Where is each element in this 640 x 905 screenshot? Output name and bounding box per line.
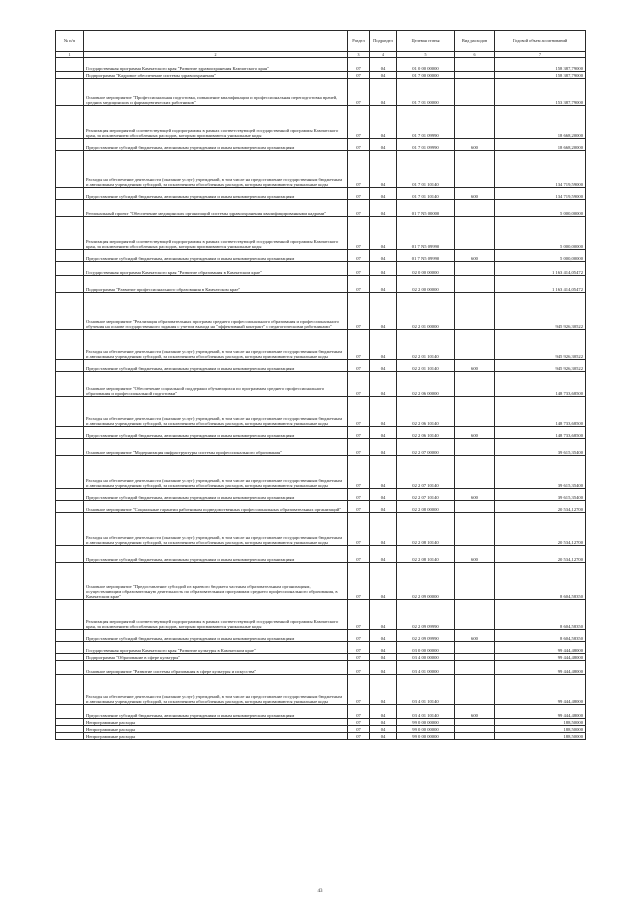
row-target-article-cell: 03 4 01 10140 <box>397 705 455 719</box>
row-target-article-cell: 01 7 00 00000 <box>397 72 455 79</box>
row-target-article-cell: 02 2 06 10140 <box>397 427 455 439</box>
row-target-article-cell: 01 7 01 10140 <box>397 151 455 188</box>
row-section-cell: 07 <box>348 563 370 600</box>
row-number-cell <box>56 726 84 733</box>
row-target-article-cell: 01 7 N5 00000 <box>397 200 455 217</box>
row-number-cell <box>56 188 84 200</box>
row-subsection-cell: 04 <box>370 427 397 439</box>
row-number-cell <box>56 719 84 726</box>
row-amount-cell: 5 000,00000 <box>495 217 586 250</box>
row-subsection-cell: 04 <box>370 733 397 740</box>
row-number-cell <box>56 705 84 719</box>
header-number: № п/п <box>56 31 84 52</box>
row-target-article-cell: 02 2 00 00000 <box>397 276 455 293</box>
row-expense-type-cell <box>455 563 495 600</box>
row-target-article-cell: 03 4 00 00000 <box>397 654 455 661</box>
row-amount-cell: 18 668,20000 <box>495 106 586 139</box>
row-amount-cell: 1 163 414,05472 <box>495 276 586 293</box>
table-row <box>56 642 586 654</box>
table-row <box>56 661 586 675</box>
row-target-article-cell: 01 7 01 09990 <box>397 106 455 139</box>
table-row <box>56 501 586 513</box>
table-row <box>56 151 586 188</box>
row-name-cell: Расходы на обеспечение деятельности (оказание услуг) учреждений, в том числе на предоставление государственным бюджетным и автономным учреждениям субсидий, за исключением обособленных расходов, которым присваиваются уникальные коды <box>84 397 348 427</box>
row-number-cell <box>56 427 84 439</box>
header-row <box>56 31 586 52</box>
row-subsection-cell: 04 <box>370 276 397 293</box>
row-expense-type-cell: 600 <box>455 546 495 563</box>
row-target-article-cell: 02 2 07 00000 <box>397 439 455 456</box>
row-name-cell: Реализация мероприятий соответствующей подпрограммы в рамках соответствующей государственной программы Камчатского края, за исключением обособленных расходов, которым присваиваются уникальные коды <box>84 106 348 139</box>
header-name <box>84 31 348 52</box>
row-subsection-cell: 04 <box>370 79 397 106</box>
row-number-cell <box>56 293 84 330</box>
row-target-article-cell: 01 7 01 10140 <box>397 188 455 200</box>
row-section-cell: 07 <box>348 360 370 372</box>
row-amount-cell: 20 534,12700 <box>495 501 586 513</box>
table-row <box>56 705 586 719</box>
row-amount-cell: 134 719,59000 <box>495 188 586 200</box>
page-number: 43 <box>317 889 323 894</box>
header-num-3: 3 <box>348 52 370 58</box>
row-subsection-cell: 04 <box>370 106 397 139</box>
row-amount-cell: 99 444,48000 <box>495 705 586 719</box>
row-number-cell <box>56 72 84 79</box>
row-subsection-cell: 04 <box>370 397 397 427</box>
row-name-cell: Основное мероприятие "Развитие системы образования в сфере культуры и искусства" <box>84 661 348 675</box>
table-row <box>56 330 586 360</box>
row-amount-cell: 148 733,68500 <box>495 397 586 427</box>
row-number-cell <box>56 262 84 276</box>
row-target-article-cell: 01 7 01 00000 <box>397 79 455 106</box>
row-expense-type-cell: 600 <box>455 188 495 200</box>
row-number-cell <box>56 360 84 372</box>
row-section-cell: 07 <box>348 200 370 217</box>
row-subsection-cell: 04 <box>370 563 397 600</box>
row-subsection-cell: 04 <box>370 139 397 151</box>
row-name-cell: Предоставление субсидий бюджетным, автономным учреждениям и иным некоммерческим организациям <box>84 546 348 563</box>
row-name-cell: Основное мероприятие "Обеспечение социальной поддержки обучающихся по программам среднего профессионального образования и профессиональной подготовки" <box>84 372 348 397</box>
row-target-article-cell: 99 0 00 00000 <box>397 726 455 733</box>
row-target-article-cell: 02 2 06 10140 <box>397 397 455 427</box>
table-row <box>56 200 586 217</box>
row-section-cell: 07 <box>348 642 370 654</box>
row-amount-cell: 99 444,48000 <box>495 661 586 675</box>
row-subsection-cell: 04 <box>370 456 397 489</box>
row-subsection-cell: 04 <box>370 372 397 397</box>
row-name-cell: Региональный проект "Обеспечение медицинских организаций системы здравоохранения квалифицированными кадрами" <box>84 200 348 217</box>
row-target-article-cell: 02 2 09 09990 <box>397 630 455 642</box>
row-expense-type-cell <box>455 262 495 276</box>
row-section-cell: 07 <box>348 106 370 139</box>
row-subsection-cell: 04 <box>370 72 397 79</box>
row-expense-type-cell <box>455 719 495 726</box>
table-row <box>56 250 586 262</box>
row-expense-type-cell <box>455 217 495 250</box>
row-section-cell: 07 <box>348 72 370 79</box>
row-expense-type-cell: 600 <box>455 360 495 372</box>
header-num-4: 4 <box>370 52 397 58</box>
row-target-article-cell: 02 2 09 09990 <box>397 600 455 630</box>
row-target-article-cell: 02 2 08 10140 <box>397 546 455 563</box>
row-name-cell: Предоставление субсидий бюджетным, автономным учреждениям и иным некоммерческим организациям <box>84 427 348 439</box>
row-expense-type-cell <box>455 661 495 675</box>
row-expense-type-cell <box>455 642 495 654</box>
row-target-article-cell: 01 7 01 09990 <box>397 139 455 151</box>
row-number-cell <box>56 151 84 188</box>
row-amount-cell: 158 387,79000 <box>495 72 586 79</box>
row-number-cell <box>56 513 84 546</box>
row-amount-cell: 8 604,58350 <box>495 600 586 630</box>
row-section-cell: 07 <box>348 151 370 188</box>
row-name-cell: Государственная программа Камчатского края "Развитие культуры в Камчатском крае" <box>84 642 348 654</box>
row-expense-type-cell <box>455 151 495 188</box>
header-target-article: Целевая статья <box>397 31 455 52</box>
row-amount-cell: 18 668,20000 <box>495 139 586 151</box>
row-target-article-cell: 02 2 07 10140 <box>397 456 455 489</box>
header-subsection: Подраздел <box>370 31 397 52</box>
table-row <box>56 397 586 427</box>
table-row <box>56 489 586 501</box>
row-section-cell: 07 <box>348 439 370 456</box>
row-amount-cell: 945 926,30522 <box>495 330 586 360</box>
row-amount-cell: 99 444,48000 <box>495 654 586 661</box>
row-name-cell: Расходы на обеспечение деятельности (оказание услуг) учреждений, в том числе на предоставление государственным бюджетным и автономным учреждениям субсидий, за исключением обособленных расходов, которым присваиваются уникальные коды <box>84 675 348 705</box>
row-subsection-cell: 04 <box>370 630 397 642</box>
row-target-article-cell: 01 0 00 00000 <box>397 58 455 72</box>
budget-sheet <box>55 30 585 740</box>
row-subsection-cell: 04 <box>370 513 397 546</box>
row-subsection-cell: 04 <box>370 188 397 200</box>
row-number-cell <box>56 733 84 740</box>
row-name-cell: Государственная программа Камчатского края "Развитие образования в Камчатском крае" <box>84 262 348 276</box>
table-row <box>56 79 586 106</box>
row-name-cell: Расходы на обеспечение деятельности (оказание услуг) учреждений, в том числе на предоставление государственным бюджетным и автономным учреждениям субсидий, за исключением обособленных расходов, которым присваиваются уникальные коды <box>84 456 348 489</box>
row-section-cell: 07 <box>348 726 370 733</box>
row-expense-type-cell <box>455 79 495 106</box>
row-section-cell: 07 <box>348 79 370 106</box>
row-subsection-cell: 04 <box>370 600 397 630</box>
row-number-cell <box>56 546 84 563</box>
row-amount-cell: 39 615,35400 <box>495 439 586 456</box>
row-expense-type-cell: 600 <box>455 139 495 151</box>
row-name-cell: Основное мероприятие "Реализация образовательных программ среднего профессионального образования и профессионального обучения на основе государственного задания с учетом выхода на "эффективный контракт" с педагогическими работниками" <box>84 293 348 330</box>
row-target-article-cell: 02 2 08 00000 <box>397 501 455 513</box>
row-name-cell: Расходы на обеспечение деятельности (оказание услуг) учреждений, в том числе на предоставление государственным бюджетным и автономным учреждениям субсидий, за исключением обособленных расходов, которым присваиваются уникальные коды <box>84 330 348 360</box>
row-name-cell: Основное мероприятие "Модернизация инфраструктуры системы профессионального образования" <box>84 439 348 456</box>
row-section-cell: 07 <box>348 217 370 250</box>
row-amount-cell: 1 163 414,05472 <box>495 262 586 276</box>
row-section-cell: 07 <box>348 600 370 630</box>
row-target-article-cell: 01 7 N5 09990 <box>397 217 455 250</box>
row-amount-cell: 8 604,58350 <box>495 630 586 642</box>
row-number-cell <box>56 489 84 501</box>
row-target-article-cell: 02 0 00 00000 <box>397 262 455 276</box>
row-expense-type-cell: 600 <box>455 427 495 439</box>
row-subsection-cell: 04 <box>370 217 397 250</box>
row-number-cell <box>56 563 84 600</box>
row-expense-type-cell <box>455 276 495 293</box>
row-section-cell: 07 <box>348 733 370 740</box>
row-section-cell: 07 <box>348 501 370 513</box>
row-subsection-cell: 04 <box>370 642 397 654</box>
row-amount-cell: 148 733,68500 <box>495 427 586 439</box>
row-target-article-cell: 03 4 01 10140 <box>397 675 455 705</box>
row-target-article-cell: 99 0 00 00000 <box>397 719 455 726</box>
row-number-cell <box>56 200 84 217</box>
row-subsection-cell: 04 <box>370 654 397 661</box>
row-section-cell: 07 <box>348 661 370 675</box>
row-name-cell: Подпрограмма "Кадровое обеспечение системы здравоохранения" <box>84 72 348 79</box>
row-amount-cell: 148 733,68500 <box>495 372 586 397</box>
row-name-cell: Предоставление субсидий бюджетным, автономным учреждениям и иным некоммерческим организациям <box>84 188 348 200</box>
header-num-7: 7 <box>495 52 586 58</box>
row-name-cell: Предоставление субсидий бюджетным, автономным учреждениям и иным некоммерческим организациям <box>84 139 348 151</box>
row-amount-cell: 5 000,00000 <box>495 250 586 262</box>
row-number-cell <box>56 106 84 139</box>
table-row <box>56 630 586 642</box>
row-section-cell: 07 <box>348 58 370 72</box>
row-name-cell: Предоставление субсидий бюджетным, автономным учреждениям и иным некоммерческим организациям <box>84 360 348 372</box>
row-name-cell: Предоставление субсидий бюджетным, автономным учреждениям и иным некоммерческим организациям <box>84 705 348 719</box>
row-expense-type-cell <box>455 675 495 705</box>
row-expense-type-cell <box>455 600 495 630</box>
row-section-cell: 07 <box>348 276 370 293</box>
row-amount-cell: 39 615,35400 <box>495 456 586 489</box>
row-amount-cell: 8 604,58350 <box>495 563 586 600</box>
row-amount-cell: 99 444,48000 <box>495 642 586 654</box>
row-subsection-cell: 04 <box>370 489 397 501</box>
table-row <box>56 600 586 630</box>
table-row <box>56 276 586 293</box>
row-expense-type-cell <box>455 293 495 330</box>
header-expense-type: Вид расходов <box>455 31 495 52</box>
row-expense-type-cell <box>455 513 495 546</box>
row-number-cell <box>56 217 84 250</box>
row-expense-type-cell: 600 <box>455 705 495 719</box>
row-subsection-cell: 04 <box>370 675 397 705</box>
table-row <box>56 72 586 79</box>
row-number-cell <box>56 661 84 675</box>
row-number-cell <box>56 654 84 661</box>
row-expense-type-cell <box>455 397 495 427</box>
row-number-cell <box>56 397 84 427</box>
table-row <box>56 726 586 733</box>
header-num-1: 1 <box>56 52 84 58</box>
table-row <box>56 439 586 456</box>
row-section-cell: 07 <box>348 262 370 276</box>
row-expense-type-cell <box>455 58 495 72</box>
row-target-article-cell: 03 0 00 00000 <box>397 642 455 654</box>
row-name-cell: Расходы на обеспечение деятельности (оказание услуг) учреждений, в том числе на предоставление государственным бюджетным и автономным учреждениям субсидий, за исключением обособленных расходов, которым присваиваются уникальные коды <box>84 513 348 546</box>
row-name-cell: Основное мероприятие "Профессиональная подготовка, повышение квалификации и профессиональная переподготовка врачей, средних медицинских и фармацевтических работников" <box>84 79 348 106</box>
row-section-cell: 07 <box>348 427 370 439</box>
row-target-article-cell: 01 7 N5 09990 <box>397 250 455 262</box>
row-number-cell <box>56 79 84 106</box>
row-expense-type-cell <box>455 330 495 360</box>
row-expense-type-cell <box>455 200 495 217</box>
row-subsection-cell: 04 <box>370 293 397 330</box>
row-name-cell: Реализация мероприятий соответствующей подпрограммы в рамках соответствующей государственной программы Камчатского края, за исключением обособленных расходов, которым присваиваются уникальные коды <box>84 600 348 630</box>
row-target-article-cell: 99 0 00 00000 <box>397 733 455 740</box>
row-name-cell: Расходы на обеспечение деятельности (оказание услуг) учреждений, в том числе на предоставление государственным бюджетным и автономным учреждениям субсидий, за исключением обособленных расходов, которым присваиваются уникальные коды <box>84 151 348 188</box>
row-amount-cell: 945 926,30522 <box>495 293 586 330</box>
row-section-cell: 07 <box>348 188 370 200</box>
row-section-cell: 07 <box>348 546 370 563</box>
table-row <box>56 293 586 330</box>
budget-table <box>55 30 586 740</box>
row-number-cell <box>56 600 84 630</box>
row-subsection-cell: 04 <box>370 705 397 719</box>
row-section-cell: 07 <box>348 330 370 360</box>
table-row <box>56 733 586 740</box>
row-name-cell: Непрограммные расходы <box>84 719 348 726</box>
row-section-cell: 07 <box>348 456 370 489</box>
row-section-cell: 07 <box>348 705 370 719</box>
row-number-cell <box>56 675 84 705</box>
table-row <box>56 58 586 72</box>
row-name-cell: Основное мероприятие "Социальные гарантии работникам подведомственных профессиональных образовательных организаций" <box>84 501 348 513</box>
row-name-cell: Подпрограмма "Развитие профессионального образования в Камчатском крае" <box>84 276 348 293</box>
table-row <box>56 262 586 276</box>
row-subsection-cell: 04 <box>370 501 397 513</box>
row-name-cell: Предоставление субсидий бюджетным, автономным учреждениям и иным некоммерческим организациям <box>84 250 348 262</box>
row-amount-cell: 99 444,48000 <box>495 675 586 705</box>
row-expense-type-cell <box>455 439 495 456</box>
table-row <box>56 106 586 139</box>
header-num-2: 2 <box>84 52 348 58</box>
row-section-cell: 07 <box>348 139 370 151</box>
table-row <box>56 563 586 600</box>
row-number-cell <box>56 58 84 72</box>
row-section-cell: 07 <box>348 654 370 661</box>
row-expense-type-cell <box>455 501 495 513</box>
row-name-cell: Непрограммные расходы <box>84 733 348 740</box>
row-number-cell <box>56 139 84 151</box>
row-expense-type-cell <box>455 72 495 79</box>
row-number-cell <box>56 276 84 293</box>
row-number-cell <box>56 642 84 654</box>
table-row <box>56 675 586 705</box>
row-amount-cell: 5 000,00000 <box>495 200 586 217</box>
row-section-cell: 07 <box>348 489 370 501</box>
row-number-cell <box>56 501 84 513</box>
row-amount-cell: 188,50000 <box>495 726 586 733</box>
row-target-article-cell: 02 2 01 10140 <box>397 330 455 360</box>
row-target-article-cell: 02 2 07 10140 <box>397 489 455 501</box>
row-target-article-cell: 02 2 01 00000 <box>397 293 455 330</box>
table-row <box>56 654 586 661</box>
table-row <box>56 719 586 726</box>
row-expense-type-cell <box>455 733 495 740</box>
row-target-article-cell: 03 4 01 00000 <box>397 661 455 675</box>
row-subsection-cell: 04 <box>370 726 397 733</box>
table-row <box>56 217 586 250</box>
row-expense-type-cell <box>455 654 495 661</box>
row-expense-type-cell: 600 <box>455 250 495 262</box>
row-number-cell <box>56 372 84 397</box>
row-name-cell: Реализация мероприятий соответствующей подпрограммы в рамках соответствующей государственной программы Камчатского края, за исключением обособленных расходов, которым присваиваются уникальные коды <box>84 217 348 250</box>
header-amount: Годовой объем ассигнований <box>495 31 586 52</box>
row-number-cell <box>56 330 84 360</box>
row-subsection-cell: 04 <box>370 719 397 726</box>
table-body <box>56 58 586 740</box>
row-amount-cell: 945 926,30522 <box>495 360 586 372</box>
row-subsection-cell: 04 <box>370 330 397 360</box>
row-name-cell: Предоставление субсидий бюджетным, автономным учреждениям и иным некоммерческим организациям <box>84 489 348 501</box>
row-amount-cell: 153 387,79000 <box>495 79 586 106</box>
row-subsection-cell: 04 <box>370 250 397 262</box>
row-target-article-cell: 02 2 06 00000 <box>397 372 455 397</box>
row-amount-cell: 188,50000 <box>495 719 586 726</box>
row-amount-cell: 188,50000 <box>495 733 586 740</box>
row-number-cell <box>56 439 84 456</box>
row-expense-type-cell <box>455 106 495 139</box>
row-amount-cell: 134 719,59000 <box>495 151 586 188</box>
table-row <box>56 513 586 546</box>
table-row <box>56 427 586 439</box>
table-row <box>56 188 586 200</box>
header-num-5: 5 <box>397 52 455 58</box>
row-section-cell: 07 <box>348 675 370 705</box>
table-row <box>56 372 586 397</box>
row-section-cell: 07 <box>348 630 370 642</box>
row-name-cell: Подпрограмма "Образование в сфере культуры" <box>84 654 348 661</box>
row-name-cell: Непрограммные расходы <box>84 726 348 733</box>
row-section-cell: 07 <box>348 719 370 726</box>
row-section-cell: 07 <box>348 513 370 546</box>
table-row <box>56 546 586 563</box>
row-subsection-cell: 04 <box>370 546 397 563</box>
row-amount-cell: 20 534,12700 <box>495 513 586 546</box>
row-name-cell: Предоставление субсидий бюджетным, автономным учреждениям и иным некоммерческим организациям <box>84 630 348 642</box>
row-name-cell: Государственная программа Камчатского края "Развитие здравоохранения Камчатского края" <box>84 58 348 72</box>
row-section-cell: 07 <box>348 293 370 330</box>
row-section-cell: 07 <box>348 250 370 262</box>
row-expense-type-cell: 600 <box>455 630 495 642</box>
header-section: Раздел <box>348 31 370 52</box>
row-subsection-cell: 04 <box>370 360 397 372</box>
row-expense-type-cell: 600 <box>455 489 495 501</box>
row-subsection-cell: 04 <box>370 262 397 276</box>
row-name-cell: Основное мероприятие "Предоставление субсидий из краевого бюджета частным образовательным организациям, осуществляющим образовательную деятельность по образовательным программам среднего профессионального образования, в Камчатском крае" <box>84 563 348 600</box>
row-target-article-cell: 02 2 08 10140 <box>397 513 455 546</box>
row-section-cell: 07 <box>348 397 370 427</box>
row-subsection-cell: 04 <box>370 58 397 72</box>
table-row <box>56 360 586 372</box>
row-subsection-cell: 04 <box>370 439 397 456</box>
row-number-cell <box>56 250 84 262</box>
row-expense-type-cell <box>455 372 495 397</box>
table-row <box>56 456 586 489</box>
row-number-cell <box>56 630 84 642</box>
row-subsection-cell: 04 <box>370 151 397 188</box>
header-num-6: 6 <box>455 52 495 58</box>
row-amount-cell: 158 387,79000 <box>495 58 586 72</box>
row-target-article-cell: 02 2 09 00000 <box>397 563 455 600</box>
row-section-cell: 07 <box>348 372 370 397</box>
row-amount-cell: 20 534,12700 <box>495 546 586 563</box>
row-expense-type-cell <box>455 456 495 489</box>
row-expense-type-cell <box>455 726 495 733</box>
table-row <box>56 139 586 151</box>
row-number-cell <box>56 456 84 489</box>
row-target-article-cell: 02 2 01 10140 <box>397 360 455 372</box>
row-subsection-cell: 04 <box>370 200 397 217</box>
row-amount-cell: 39 615,35400 <box>495 489 586 501</box>
row-subsection-cell: 04 <box>370 661 397 675</box>
